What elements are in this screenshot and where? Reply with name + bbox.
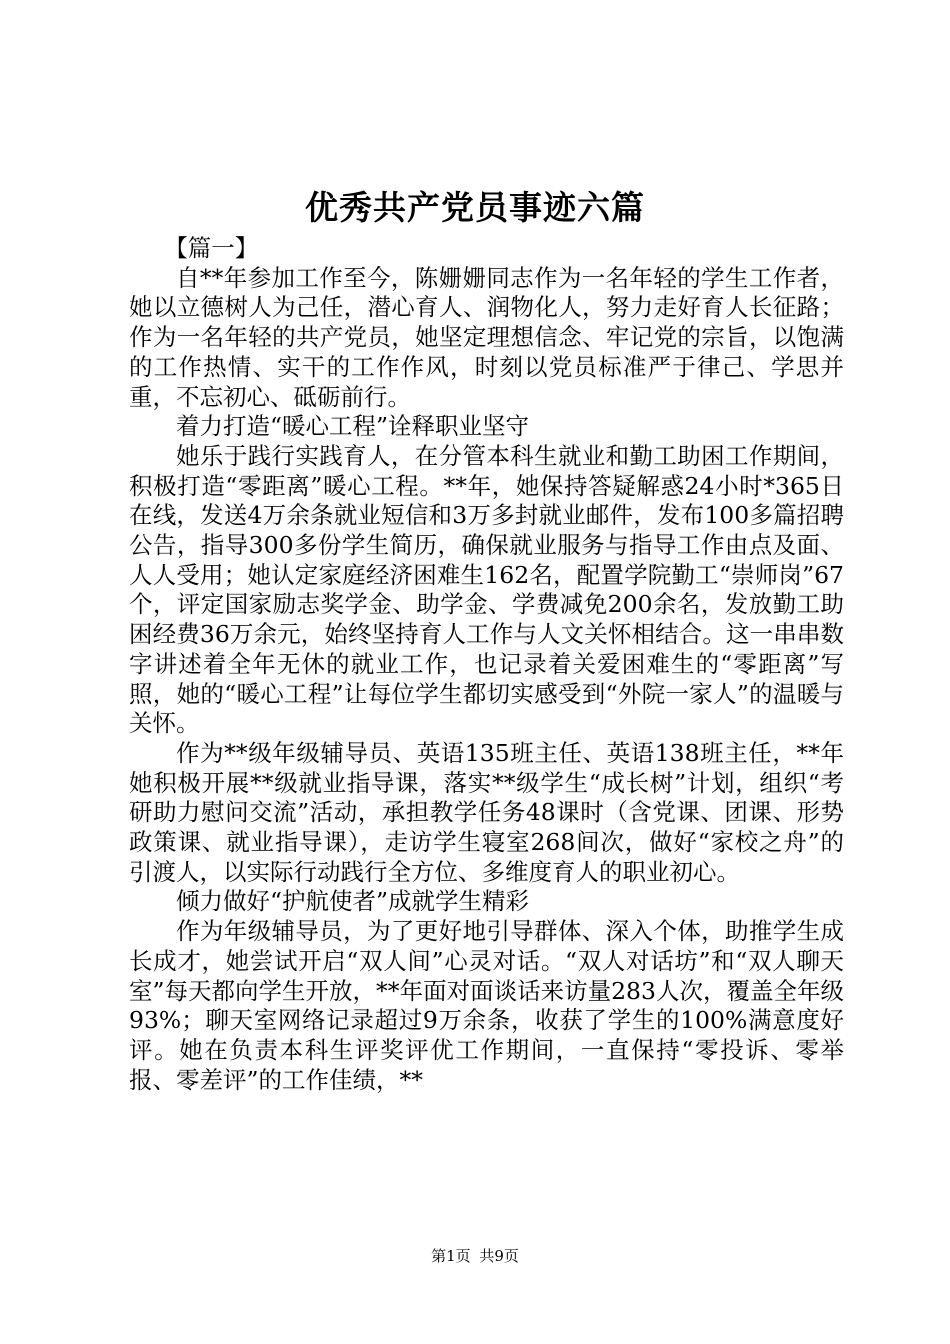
document-title: 优秀共产党员事迹六篇 bbox=[305, 188, 645, 227]
paragraph: 作为年级辅导员，为了更好地引导群体、深入个体，助推学生成长成才，她尝试开启“双人间”心灵对话。“双人对话坊”和“双人聊天室”每天都向学生开放，**年面对面谈话来访量283人次，覆盖全年级93%；聊天室网络记录超过9万余条，收获了学生的100%满意度好评。她在负责本科生评奖评优工作期间，一直保持“零投诉、零举报、零差评”的工作佳绩，** bbox=[129, 917, 844, 1094]
page-total: 共9页 bbox=[479, 1247, 519, 1265]
section-label: 【篇一】 bbox=[164, 234, 259, 262]
paragraph: 自**年参加工作至今，陈姗姗同志作为一名年轻的学生工作者，她以立德树人为己任，潜心育人、润物化人，努力走好育人长征路；作为一名年轻的共产党员，她坚定理想信念、牢记党的宗旨，以饱满的工作热情、实干的工作作风，时刻以党员标准严于律己、学思并重，不忘初心、砥砺前行。 bbox=[129, 263, 844, 411]
page-footer bbox=[0, 1246, 950, 1266]
paragraph: 她乐于践行实践育人，在分管本科生就业和勤工助困工作期间，积极打造“零距离”暖心工程。**年，她保持答疑解惑24小时*365日在线，发送4万余条就业短信和3万多封就业邮件，发布100多篇招聘公告，指导300多份学生简历，确保就业服务与指导工作由点及面、人人受用；她认定家庭经济困难生162名，配置学院勤工“崇师岗”67个，评定国家励志奖学金、助学金、学费减免200余名，发放勤工助困经费36万余元，始终坚持育人工作与人文关怀相结合。这一串串数字讲述着全年无休的就业工作，也记录着关爱困难生的“零距离”写照，她的“暖心工程”让每位学生都切实感受到“外院一家人”的温暖与关怀。 bbox=[129, 441, 844, 738]
subheading: 着力打造“暖心工程”诠释职业坚守 bbox=[176, 412, 530, 441]
paragraph: 作为**级年级辅导员、英语135班主任、英语138班主任，**年她积极开展**级就业指导课，落实**级学生“成长树”计划，组织“考研助力慰问交流”活动，承担教学任务48课时（含党课、团课、形势政策课、就业指导课），走访学生寝室268间次，做好“家校之舟”的引渡人，以实际行动践行全方位、多维度育人的职业初心。 bbox=[129, 738, 844, 886]
subheading: 倾力做好“护航使者”成就学生精彩 bbox=[176, 887, 530, 916]
page-number: 第1页 bbox=[431, 1247, 471, 1265]
document-body bbox=[129, 234, 844, 1095]
